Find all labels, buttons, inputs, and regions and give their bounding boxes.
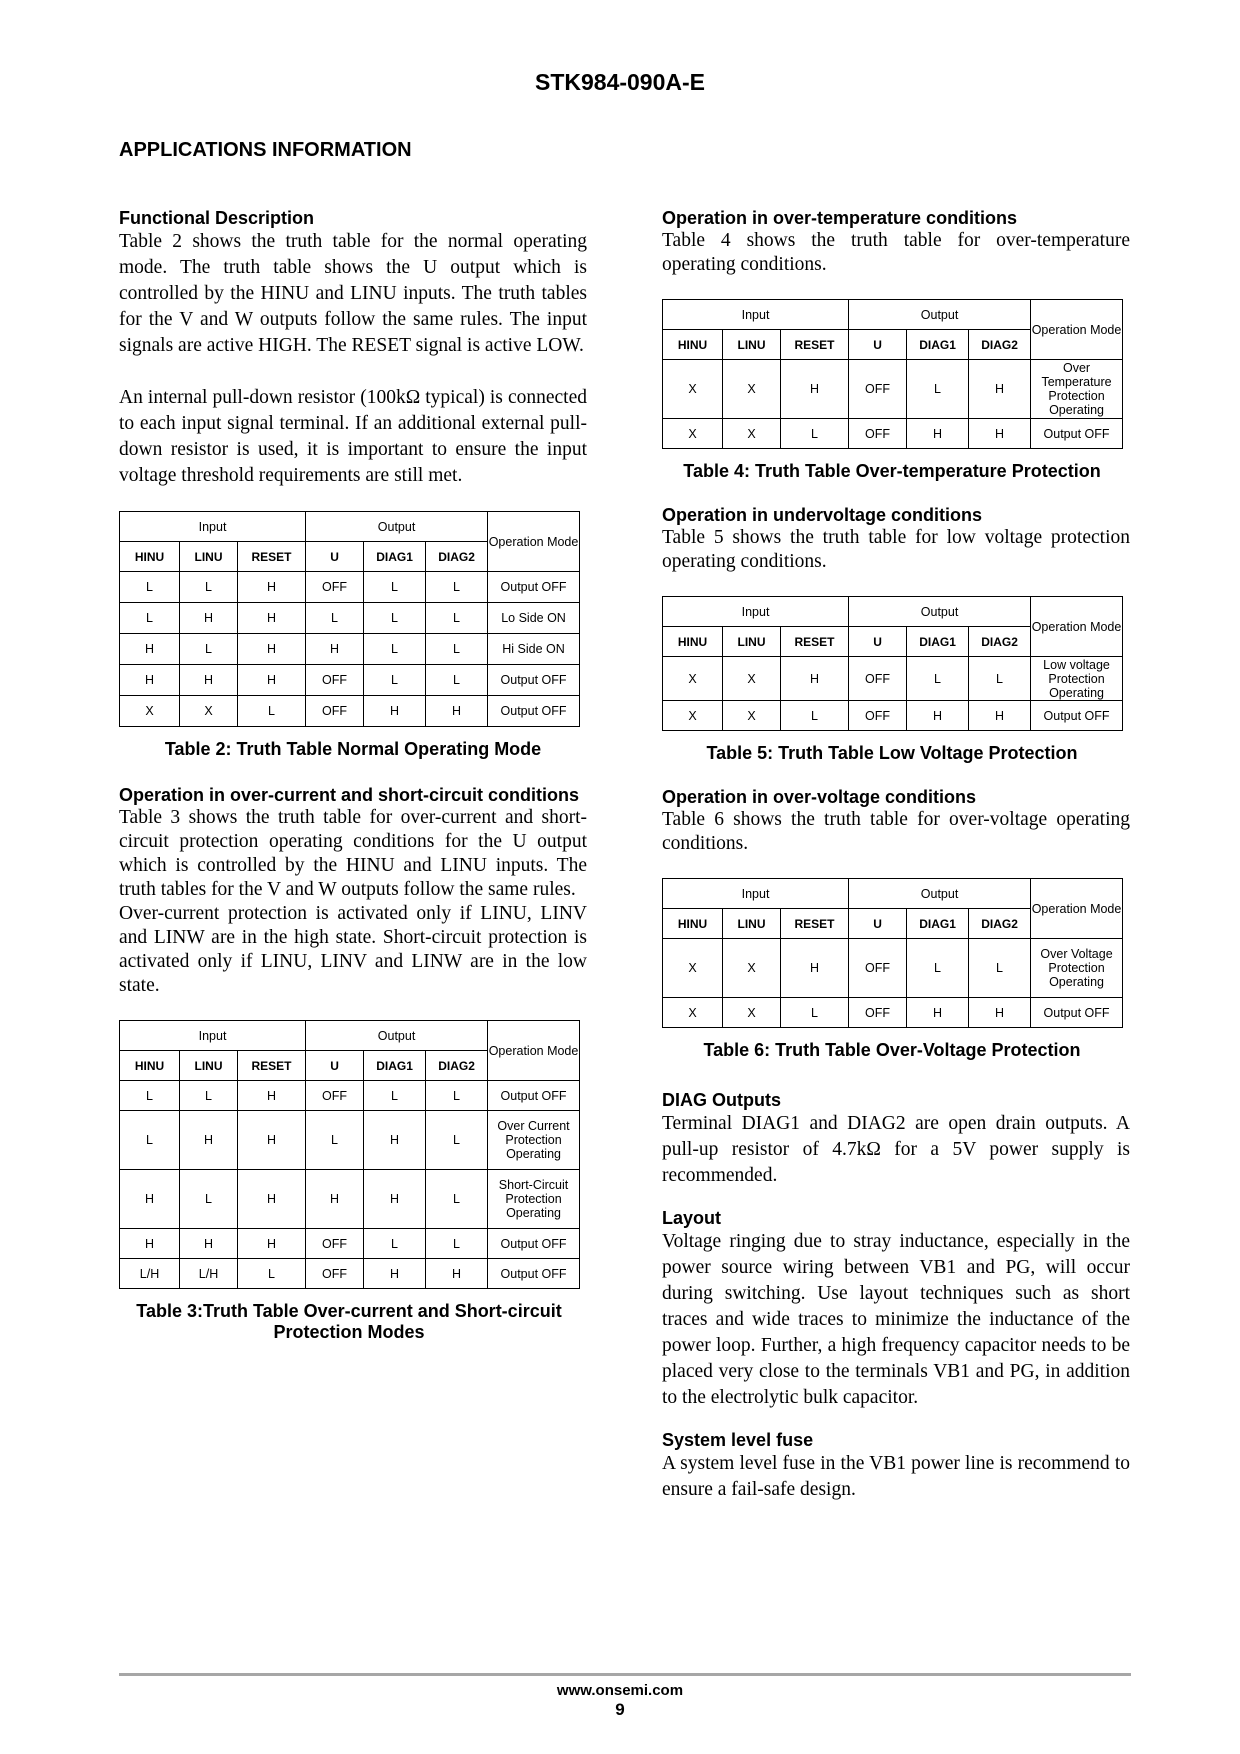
table-2-mode-header: Operation Mode: [488, 512, 580, 572]
table-cell: H: [238, 572, 306, 603]
table-cell: H: [306, 634, 364, 665]
functional-description-p2: An internal pull-down resistor (100kΩ typical) is connected to each input signal terminal. If an additional external pull-down resistor is used, it is important to ensure the input voltage threshold requirements are still met.: [119, 387, 587, 486]
layout-heading: Layout: [662, 1208, 722, 1228]
table-6-col: DIAG2: [969, 909, 1031, 939]
table-cell: H: [907, 419, 969, 449]
table-cell: L: [907, 657, 969, 701]
table-cell: H: [907, 998, 969, 1028]
footer-divider: [119, 1673, 1131, 1676]
table-cell: X: [723, 419, 781, 449]
table-4: [662, 299, 1123, 449]
table-cell: Hi Side ON: [488, 634, 580, 665]
table-cell: X: [180, 696, 238, 727]
table-cell: H: [238, 1229, 306, 1259]
table-5-col: U: [849, 627, 907, 657]
table-cell: Output OFF: [488, 1229, 580, 1259]
table-cell: Over Temperature Protection Operating: [1031, 360, 1123, 419]
table-cell: X: [663, 360, 723, 419]
table-cell: H: [907, 701, 969, 731]
layout-p1: Voltage ringing due to stray inductance, especially in the power source wiring between VB1 and PG, will occur during switching. Use layout techniques such as short traces and wide traces to minimize the inductance of the power loop. Further, a high frequency capacitor needs to be placed very close to the terminals VB1 and PG, in addition to the electrolytic bulk capacitor.: [662, 1231, 1130, 1408]
table-4-col: HINU: [663, 330, 723, 360]
undervoltage-heading: Operation in undervoltage conditions: [662, 505, 983, 525]
table-5-caption: Table 5: Truth Table Low Voltage Protection: [706, 743, 1078, 763]
table-3-col: HINU: [120, 1051, 180, 1081]
table-4-caption: Table 4: Truth Table Over-temperature Protection: [683, 461, 1101, 481]
table-cell: H: [364, 1259, 426, 1289]
table-cell: X: [663, 419, 723, 449]
table-cell: X: [723, 701, 781, 731]
table-cell: X: [663, 657, 723, 701]
table-cell: Output OFF: [1031, 419, 1123, 449]
table-cell: L: [426, 1111, 488, 1170]
table-row: [120, 1170, 580, 1229]
table-cell: X: [723, 657, 781, 701]
table-cell: OFF: [849, 419, 907, 449]
table-row: [120, 1111, 580, 1170]
functional-description-heading: Functional Description: [119, 208, 315, 228]
table-cell: X: [723, 939, 781, 998]
table-4-col: U: [849, 330, 907, 360]
table-4-col: DIAG1: [907, 330, 969, 360]
table-cell: L: [120, 1111, 180, 1170]
table-cell: L/H: [180, 1259, 238, 1289]
table-cell: L: [120, 603, 180, 634]
table-cell: L: [364, 603, 426, 634]
table-cell: Output OFF: [1031, 701, 1123, 731]
table-5: [662, 596, 1123, 731]
table-row: [120, 1259, 580, 1289]
table-cell: H: [120, 1170, 180, 1229]
table-cell: X: [663, 701, 723, 731]
table-cell: OFF: [306, 696, 364, 727]
table-cell: Output OFF: [488, 696, 580, 727]
table-5-output-group: Output: [849, 597, 1031, 627]
table-3-col: LINU: [180, 1051, 238, 1081]
table-2-col: DIAG2: [426, 542, 488, 572]
diag-heading: DIAG Outputs: [662, 1090, 781, 1110]
table-6-col: DIAG1: [907, 909, 969, 939]
table-cell: L: [180, 634, 238, 665]
overtemp-heading: Operation in over-temperature conditions: [662, 208, 1018, 228]
table-cell: OFF: [849, 998, 907, 1028]
table-cell: L: [364, 572, 426, 603]
table-3-mode-header: Operation Mode: [488, 1021, 580, 1081]
table-cell: L: [364, 1081, 426, 1111]
table-cell: H: [238, 1081, 306, 1111]
table-cell: L: [364, 634, 426, 665]
table-cell: OFF: [849, 701, 907, 731]
table-cell: OFF: [306, 1081, 364, 1111]
table-2-col: LINU: [180, 542, 238, 572]
table-cell: Output OFF: [488, 665, 580, 696]
diag-p1: Terminal DIAG1 and DIAG2 are open drain outputs. A pull-up resistor of 4.7kΩ for a 5V power supply is recommended.: [662, 1113, 1130, 1186]
table-3-col: DIAG1: [364, 1051, 426, 1081]
table-6-output-group: Output: [849, 879, 1031, 909]
table-5-input-group: Input: [663, 597, 849, 627]
table-cell: L: [426, 1229, 488, 1259]
overtemp-p1: Table 4 shows the truth table for over-temperature operating conditions.: [662, 230, 1130, 275]
table-2-col: HINU: [120, 542, 180, 572]
table-cell: H: [180, 1111, 238, 1170]
table-cell: H: [364, 696, 426, 727]
table-cell: L: [907, 360, 969, 419]
table-5-col: DIAG1: [907, 627, 969, 657]
table-3-output-group: Output: [306, 1021, 488, 1051]
table-cell: L: [781, 998, 849, 1028]
table-cell: L: [426, 665, 488, 696]
table-cell: Output OFF: [1031, 998, 1123, 1028]
table-cell: L: [426, 1170, 488, 1229]
table-cell: L: [426, 603, 488, 634]
table-3: [119, 1020, 580, 1289]
table-2-col: DIAG1: [364, 542, 426, 572]
table-cell: H: [969, 419, 1031, 449]
table-cell: H: [781, 657, 849, 701]
table-6-col: LINU: [723, 909, 781, 939]
table-cell: X: [723, 998, 781, 1028]
table-cell: H: [120, 634, 180, 665]
table-6-input-group: Input: [663, 879, 849, 909]
table-cell: L: [306, 603, 364, 634]
table-cell: Output OFF: [488, 572, 580, 603]
table-cell: H: [238, 665, 306, 696]
table-5-col: LINU: [723, 627, 781, 657]
overcurrent-p2: Over-current protection is activated only if LINU, LINV and LINW are in the high state. Short-circuit protection is activated only if LINU, LINV and LINW are in the low state.: [119, 903, 587, 996]
table-cell: H: [781, 939, 849, 998]
table-3-col: RESET: [238, 1051, 306, 1081]
table-cell: L: [364, 665, 426, 696]
table-2-output-group: Output: [306, 512, 488, 542]
table-cell: H: [238, 634, 306, 665]
table-cell: H: [306, 1170, 364, 1229]
table-cell: L: [781, 419, 849, 449]
overvoltage-p1: Table 6 shows the truth table for over-voltage operating conditions.: [662, 809, 1130, 854]
table-cell: L: [238, 1259, 306, 1289]
table-cell: X: [723, 360, 781, 419]
table-cell: OFF: [306, 1259, 364, 1289]
table-cell: L: [907, 939, 969, 998]
table-cell: Lo Side ON: [488, 603, 580, 634]
table-cell: OFF: [306, 1229, 364, 1259]
table-cell: H: [364, 1111, 426, 1170]
functional-description-p1: Table 2 shows the truth table for the normal operating mode. The truth table shows the U output which is controlled by the HINU and LINU inputs. The truth tables for the V and W outputs follow the same rules. The input signals are active HIGH. The RESET signal is active LOW.: [119, 231, 587, 356]
table-3-col: DIAG2: [426, 1051, 488, 1081]
table-4-col: DIAG2: [969, 330, 1031, 360]
table-4-output-group: Output: [849, 300, 1031, 330]
table-6-col: RESET: [781, 909, 849, 939]
table-cell: L: [238, 696, 306, 727]
table-cell: OFF: [849, 657, 907, 701]
table-cell: L: [426, 1081, 488, 1111]
table-row: [663, 701, 1123, 731]
table-2-input-group: Input: [120, 512, 306, 542]
table-2-col: RESET: [238, 542, 306, 572]
right-column: [662, 207, 1130, 1503]
table-cell: L: [781, 701, 849, 731]
table-cell: L/H: [120, 1259, 180, 1289]
table-6-mode-header: Operation Mode: [1031, 879, 1123, 939]
table-4-mode-header: Operation Mode: [1031, 300, 1123, 360]
section-title: APPLICATIONS INFORMATION: [119, 139, 412, 161]
table-cell: OFF: [306, 572, 364, 603]
left-column: [119, 207, 587, 1343]
table-row: [663, 419, 1123, 449]
table-5-col: DIAG2: [969, 627, 1031, 657]
table-6-col: U: [849, 909, 907, 939]
table-cell: Over Voltage Protection Operating: [1031, 939, 1123, 998]
table-row: [120, 1081, 580, 1111]
table-row: [120, 1229, 580, 1259]
table-cell: Over Current Protection Operating: [488, 1111, 580, 1170]
table-cell: Short-Circuit Protection Operating: [488, 1170, 580, 1229]
table-cell: X: [120, 696, 180, 727]
table-cell: H: [364, 1170, 426, 1229]
table-cell: H: [238, 603, 306, 634]
table-4-input-group: Input: [663, 300, 849, 330]
table-cell: X: [663, 998, 723, 1028]
table-5-col: RESET: [781, 627, 849, 657]
table-6: [662, 878, 1123, 1028]
table-4-col: LINU: [723, 330, 781, 360]
table-cell: H: [781, 360, 849, 419]
table-cell: L: [120, 572, 180, 603]
table-cell: L: [180, 1170, 238, 1229]
page-number: 9: [615, 1700, 625, 1719]
table-cell: OFF: [849, 939, 907, 998]
footer-url: www.onsemi.com: [556, 1682, 684, 1699]
table-cell: H: [180, 1229, 238, 1259]
table-4-col: RESET: [781, 330, 849, 360]
table-cell: Output OFF: [488, 1081, 580, 1111]
table-cell: H: [238, 1170, 306, 1229]
table-cell: L: [426, 572, 488, 603]
table-2-col: U: [306, 542, 364, 572]
table-cell: L: [969, 657, 1031, 701]
table-cell: H: [969, 701, 1031, 731]
table-cell: H: [969, 360, 1031, 419]
fuse-p1: A system level fuse in the VB1 power line is recommend to ensure a fail-safe design.: [662, 1453, 1130, 1500]
table-cell: L: [969, 939, 1031, 998]
table-cell: H: [180, 603, 238, 634]
table-cell: L: [426, 634, 488, 665]
table-row: [120, 572, 580, 603]
table-5-col: HINU: [663, 627, 723, 657]
table-cell: L: [180, 572, 238, 603]
table-3-col: U: [306, 1051, 364, 1081]
table-cell: L: [306, 1111, 364, 1170]
table-cell: Output OFF: [488, 1259, 580, 1289]
fuse-heading: System level fuse: [662, 1430, 814, 1450]
table-6-col: HINU: [663, 909, 723, 939]
table-cell: L: [120, 1081, 180, 1111]
overcurrent-heading: Operation in over-current and short-circuit conditions: [119, 785, 580, 805]
overcurrent-p1: Table 3 shows the truth table for over-current and short-circuit protection operating conditions for the U output which is controlled by the HINU and LINU inputs. The truth tables for the V and W outputs follow the same rules.: [119, 807, 587, 900]
table-cell: OFF: [849, 360, 907, 419]
table-2-caption: Table 2: Truth Table Normal Operating Mode: [164, 739, 542, 759]
table-cell: H: [426, 696, 488, 727]
table-cell: H: [180, 665, 238, 696]
table-row: [120, 665, 580, 696]
table-cell: Low voltage Protection Operating: [1031, 657, 1123, 701]
table-cell: L: [180, 1081, 238, 1111]
table-3-input-group: Input: [120, 1021, 306, 1051]
table-6-caption: Table 6: Truth Table Over-Voltage Protection: [703, 1040, 1081, 1060]
table-cell: H: [120, 1229, 180, 1259]
table-row: [120, 634, 580, 665]
table-3-caption: Table 3:Truth Table Over-current and Short-circuit Protection Modes: [136, 1301, 562, 1342]
table-row: [120, 696, 580, 727]
table-row: [663, 998, 1123, 1028]
table-row: [663, 360, 1123, 419]
table-cell: X: [663, 939, 723, 998]
table-cell: H: [120, 665, 180, 696]
table-row: [663, 939, 1123, 998]
overvoltage-heading: Operation in over-voltage conditions: [662, 787, 977, 807]
table-5-mode-header: Operation Mode: [1031, 597, 1123, 657]
table-cell: OFF: [306, 665, 364, 696]
table-cell: L: [364, 1229, 426, 1259]
document-title: STK984-090A-E: [534, 69, 706, 95]
table-row: [120, 603, 580, 634]
table-cell: H: [969, 998, 1031, 1028]
table-cell: H: [238, 1111, 306, 1170]
undervoltage-p1: Table 5 shows the truth table for low voltage protection operating conditions.: [662, 527, 1130, 572]
table-row: [663, 657, 1123, 701]
table-2: [119, 511, 580, 727]
table-cell: H: [426, 1259, 488, 1289]
